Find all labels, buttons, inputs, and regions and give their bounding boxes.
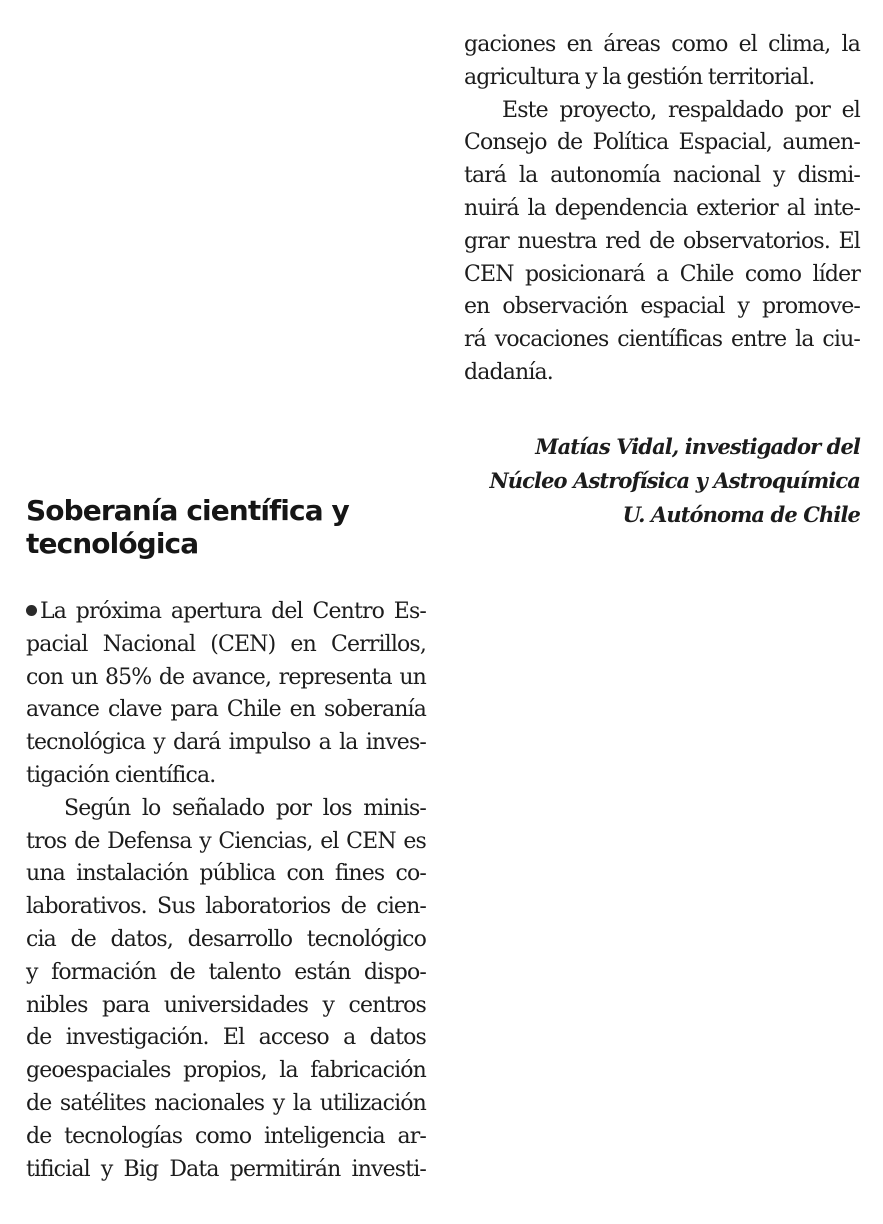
body-line: avance clave para Chile en soberanía	[26, 697, 426, 723]
body-line: de tecnologías como inteligencia ar-	[26, 1123, 426, 1149]
article-body-column	[26, 596, 426, 1186]
headline-line-1: Soberanía científica y	[26, 494, 349, 527]
body-line-first	[26, 596, 426, 629]
body-line: tará la autonomía nacional y dismi-	[464, 163, 860, 189]
body-line: nuirá la dependencia exterior al inte-	[464, 195, 860, 221]
article-headline	[26, 494, 446, 560]
body-line: de investigación. El acceso a datos	[26, 1025, 426, 1051]
body-line: Consejo de Política Espacial, aumen-	[464, 130, 860, 156]
body-line: laborativos. Sus laboratorios de cien-	[26, 894, 426, 920]
body-line: nibles para universidades y centros	[26, 992, 426, 1018]
body-line: geoespaciales propios, la fabricación	[26, 1058, 426, 1084]
body-line: CEN posicionará a Chile como líder	[464, 261, 860, 287]
body-line: rá vocaciones científicas entre la ciu-	[464, 327, 860, 353]
bullet-icon	[26, 605, 37, 616]
author-university: U. Autónoma de Chile	[622, 502, 860, 527]
author-name-role: Matías Vidal, investigador del	[535, 434, 860, 459]
body-line: tecnológica y dará impulso a la inves-	[26, 730, 426, 756]
body-line: Según lo señalado por los minis-	[64, 795, 426, 821]
body-line: tros de Defensa y Ciencias, el CEN es	[26, 828, 426, 854]
body-line: Este proyecto, respaldado por el	[502, 97, 860, 123]
author-signature	[489, 430, 860, 532]
body-line: de satélites nacionales y la utilización	[26, 1090, 426, 1116]
body-line: tigación científica.	[26, 762, 216, 788]
body-line: con un 85% de avance, representa un	[26, 664, 426, 690]
body-line: grar nuestra red de observatorios. El	[464, 228, 860, 254]
body-line: gaciones en áreas como el clima, la	[464, 32, 860, 57]
headline-line-2: tecnológica	[26, 527, 199, 560]
body-line: cia de datos, desarrollo tecnológico	[26, 926, 426, 952]
body-line: y formación de talento están dispo-	[26, 959, 426, 985]
body-line: pacial Nacional (CEN) en Cerrillos,	[26, 631, 426, 657]
body-line: en observación espacial y promove-	[464, 294, 860, 320]
body-line: tificial y Big Data permitirán investi-	[26, 1156, 426, 1182]
body-line: dadanía.	[464, 359, 553, 385]
article-continuation-column	[464, 29, 860, 390]
author-institute: Núcleo Astrofísica y Astroquímica	[489, 468, 860, 493]
body-line-text: La próxima apertura del Centro Es-	[40, 599, 426, 624]
body-line: agricultura y la gestión territorial.	[464, 64, 815, 90]
body-line: una instalación pública con fines co-	[26, 861, 426, 887]
